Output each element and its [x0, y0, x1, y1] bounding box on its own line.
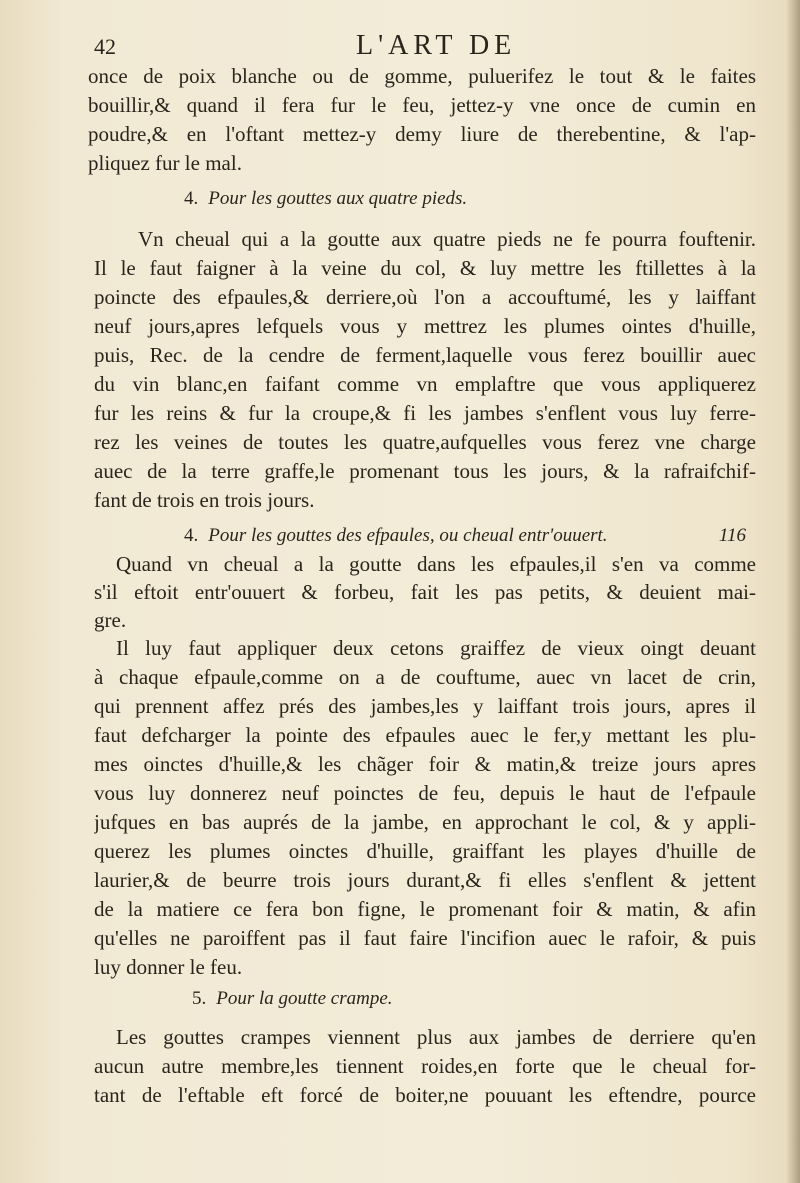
text-line: Les gouttes crampes viennent plus aux jambes de derriere qu'en [116, 1025, 756, 1049]
margin-number: 116 [718, 525, 746, 546]
text-line: neuf jours,apres lefquels vous y mettrez les plumes ointes d'huille, [94, 314, 756, 338]
text-line: pliquez fur le mal. [88, 151, 242, 175]
text-line: qu'elles ne paroiffent pas il faut faire l'incifion auec le rafoir, & puis [94, 926, 756, 950]
section-title: Pour la goutte crampe. [216, 988, 393, 1009]
section-number: 5. [192, 988, 207, 1009]
text-line: auec de la terre graffe,le promenant tous les jours, & la rafraifchif- [94, 459, 756, 483]
section-number: 4. [184, 525, 199, 546]
text-line: gre. [94, 608, 127, 632]
section-heading [192, 985, 800, 1013]
text-line: Il le faut faigner à la veine du col, & luy mettre les ftillettes à la [94, 256, 756, 280]
text-line: vous luy donnerez neuf poinctes de feu, depuis le haut de l'efpaule [94, 781, 756, 805]
text-line: once de poix blanche ou de gomme, puluerifez le tout & le faites [88, 64, 756, 88]
section-heading [184, 185, 800, 213]
text-line: fur les reins & fur la croupe,& fi les jambes s'enflent vous luy ferre- [94, 401, 756, 425]
section-title: Pour les gouttes aux quatre pieds. [208, 188, 468, 209]
section-number: 4. [184, 188, 199, 209]
section-heading [184, 522, 756, 550]
text-line: rez les veines de toutes les quatre,aufquelles vous ferez vne charge [94, 430, 756, 454]
running-title: L'ART DE [356, 30, 517, 61]
page-number: 42 [94, 34, 116, 59]
text-line: puis, Rec. de la cendre de ferment,laquelle vous ferez bouillir auec [94, 343, 756, 367]
text-line: à chaque efpaule,comme on a de couftume, auec vn lacet de crin, [94, 665, 756, 689]
text-line: bouillir,& quand il fera fur le feu, jettez-y vne once de cumin en [88, 93, 756, 117]
text-line: jufques en bas auprés de la jambe, en approchant le col, & y appli- [94, 810, 756, 834]
text-line: du vin blanc,en faifant comme vn emplaftre que vous appliquerez [94, 372, 756, 396]
section-title: Pour les gouttes des efpaules, ou cheual entr'ouuert. [208, 525, 608, 546]
text-line: Il luy faut appliquer deux cetons graiffez de vieux oingt deuant [116, 636, 756, 660]
text-line: s'il eftoit entr'ouuert & forbeu, fait les pas petits, & deuient mai- [94, 580, 756, 604]
text-line: poincte des efpaules,& derriere,où l'on a accouftumé, les y laiffant [94, 285, 756, 309]
text-line: aucun autre membre,les tiennent roides,en forte que le cheual for- [94, 1054, 756, 1078]
text-line: faut defcharger la pointe des efpaules auec le fer,y mettant les plu- [94, 723, 756, 747]
text-line: laurier,& de beurre trois jours durant,& fi elles s'enflent & jettent [94, 868, 756, 892]
text-line: qui prennent affez prés des jambes,les y laiffant trois jours, apres il [94, 694, 756, 718]
text-line: tant de l'eftable eft forcé de boiter,ne pouuant les eftendre, pource [94, 1083, 756, 1107]
text-line: fant de trois en trois jours. [94, 488, 315, 512]
text-line: querez les plumes oinctes d'huille, graiffant les playes d'huille de [94, 839, 756, 863]
text-line: Vn cheual qui a la goutte aux quatre pieds ne fe pourra fouftenir. [138, 227, 756, 251]
text-line: Quand vn cheual a la goutte dans les efpaules,il s'en va comme [116, 552, 756, 576]
page-header [88, 30, 768, 64]
text-line: poudre,& en l'oftant mettez-y demy liure de therebentine, & l'ap- [88, 122, 756, 146]
text-line: de la matiere ce fera bon figne, le promenant foir & matin, & afin [94, 897, 756, 921]
text-line: mes oinctes d'huille,& les chãger foir & matin,& treize jours apres [94, 752, 756, 776]
text-line: luy donner le feu. [94, 955, 243, 979]
